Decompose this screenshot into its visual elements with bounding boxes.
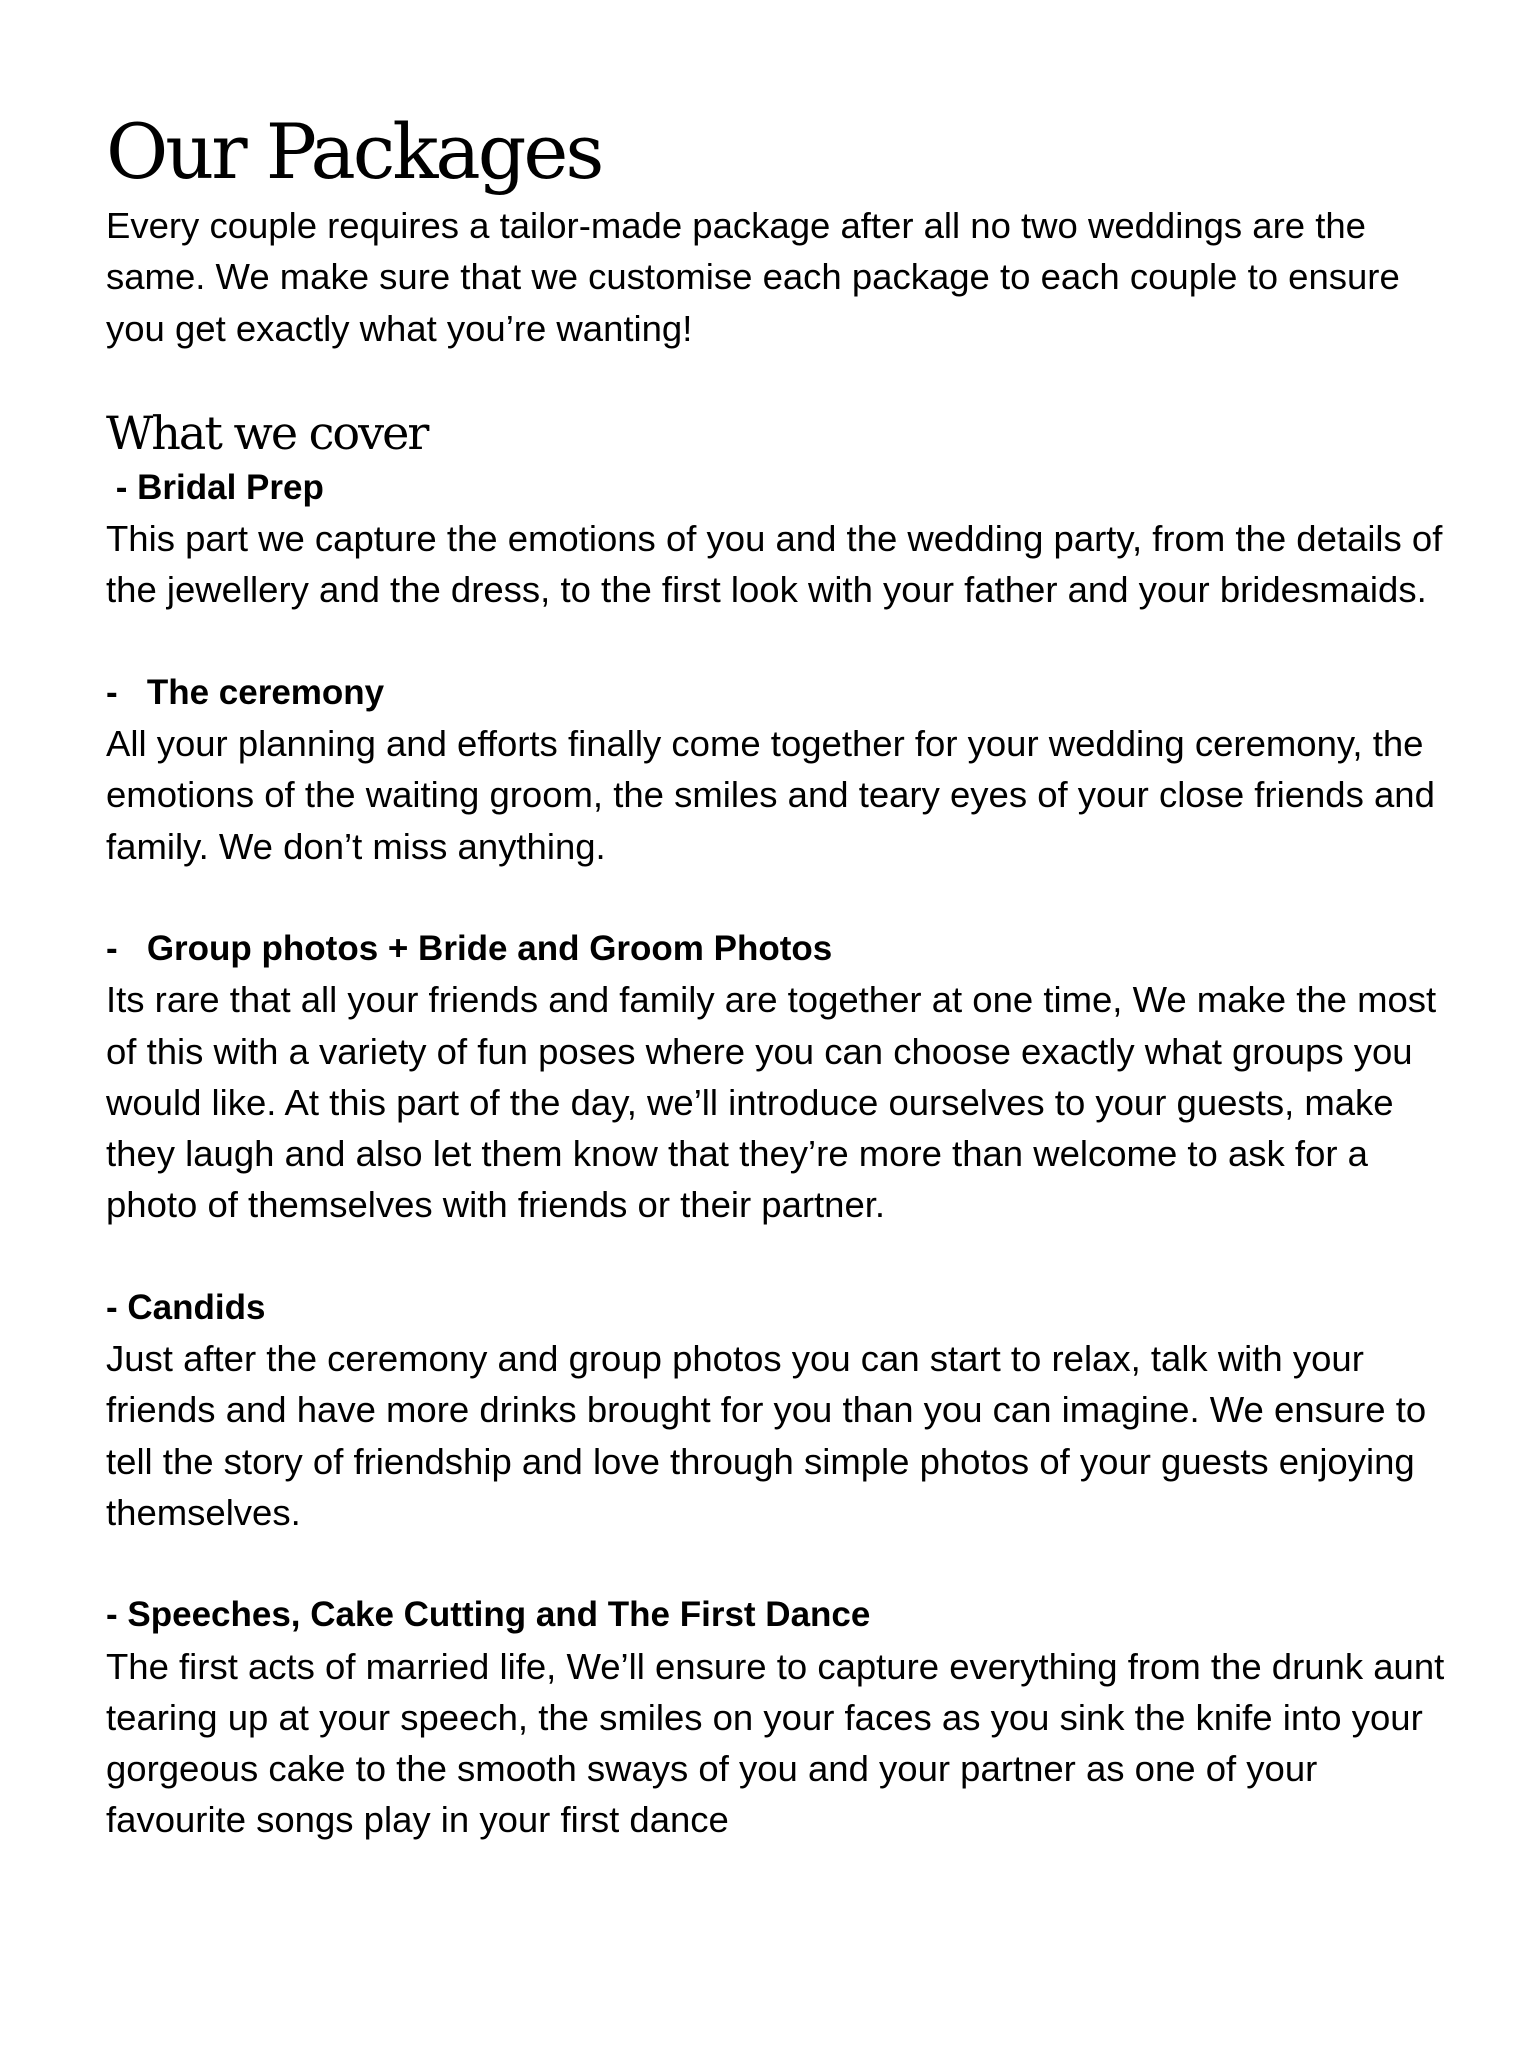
section-heading: - Candids <box>106 1287 266 1327</box>
section-heading: - Bridal Prep <box>106 467 324 507</box>
section-heading: - Speeches, Cake Cutting and The First Dance <box>106 1595 871 1635</box>
document-page <box>106 108 1446 1846</box>
section-bridal-prep <box>106 462 1446 616</box>
section-body: All your planning and efforts finally come together for your wedding ceremony, the emotions of the waiting groom, the smiles and teary eyes of your close friends and family. We don’t miss anything. <box>106 723 1435 867</box>
section-group-photos <box>106 923 1446 1231</box>
section-body: Just after the ceremony and group photos you can start to relax, talk with your friends and have more drinks brought for you than you can imagine. We ensure to tell the story of friendship and love through simple photos of your guests enjoying themselves. <box>106 1338 1427 1533</box>
intro-paragraph: Every couple requires a tailor-made package after all no two weddings are the same. We make sure that we customise each package to each couple to ensure you get exactly what you’re wanting! <box>106 205 1400 349</box>
section-body: This part we capture the emotions of you and the wedding party, from the details of the jewellery and the dress, to the first look with your father and your bridesmaids. <box>106 518 1443 611</box>
section-heading: - The ceremony <box>106 672 385 712</box>
section-heading: - Group photos + Bride and Groom Photos <box>106 928 833 968</box>
section-body: The first acts of married life, We’ll ensure to capture everything from the drunk aunt tearing up at your speech, the smiles on your faces as you sink the knife into your gorgeous cake to the smooth sways of you and your partner as one of your favourite songs play in your first dance <box>106 1645 1445 1841</box>
section-ceremony <box>106 667 1446 872</box>
section-title: What we cover <box>106 405 428 460</box>
section-speeches <box>106 1589 1446 1845</box>
page-title: Our Packages <box>106 107 602 196</box>
section-body: Its rare that all your friends and family are together at one time, We make the most of this with a variety of fun poses where you can choose exactly what groups you would like. At this part of the day, we’ll introduce ourselves to your guests, make they laugh and also let them know that they’re more than welcome to ask for a photo of themselves with friends or their partner. <box>106 979 1437 1226</box>
section-candids <box>106 1282 1446 1538</box>
